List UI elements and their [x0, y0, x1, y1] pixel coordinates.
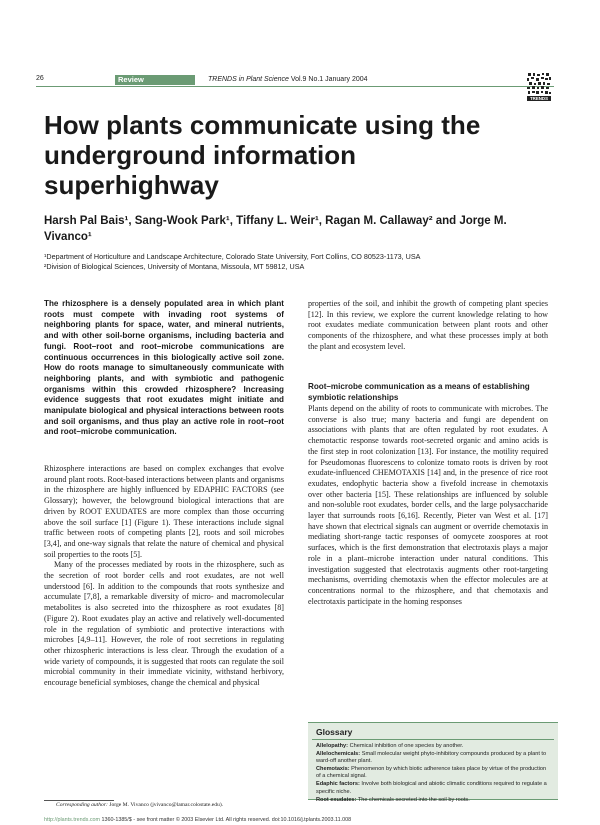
paragraph: Many of the processes mediated by roots in the rhizosphere, such as the secretion of root border cells and root exudates, are not well understood [6]. In addition to the compounds that roots synthesize and accumulate [7,8], a remarkable diversity of micro- and macromolecular metabolites is also secreted into the rhizosphere as root exudates [8] (Figure 2). Root exudates play an active and relatively well-documented role in the regulation of symbiotic and protective interactions with microbes [4,9–11]. However, the role of root secretions in regulating other rhizospheric interactions is less clear. Through the exudation of a wide variety of compounds, it is suggested that roots can regulate the soil microbial community in their immediate vicinity, withstand herbivory, encourage beneficial symbioses, change the chemical and physical	[44, 560, 284, 688]
paragraph: Rhizosphere interactions are based on complex exchanges that evolve around plant roots. Root-based interactions between plants and organisms in the rhizosphere are highly influenced by EDAPHIC FACTORS (see Glossary); however, the belowground biological interactions that are driven by ROOT EXUDATES are more complex than those occurring above the soil surface [1] (Figure 1). These interactions include signal traffic between roots of competing plants [2], roots and soil microbes [3,4], and one-way signals that relate the nature of chemical and physical soil properties to the roots [5].	[44, 464, 284, 559]
affiliations	[44, 252, 564, 272]
glossary-def: Phenomenon by which biotic adherence takes place by virtue of the production of a chemical signal.	[316, 766, 547, 780]
copyright-doi: 1360-1385/$ - see front matter © 2003 Elsevier Ltd. All rights reserved. doi:10.1016/j.tplants.2003.11.008	[101, 817, 352, 823]
section-heading: Root–microbe communication as a means of establishing symbiotic relationships	[308, 382, 530, 402]
glossary-rule	[312, 739, 554, 740]
header-rule	[36, 86, 554, 87]
journal-info	[208, 75, 368, 85]
logo-text: TRENDS	[529, 96, 549, 102]
section-tag: Review	[118, 75, 144, 84]
author-list: Harsh Pal Bais¹, Sang-Wook Park¹, Tiffany L. Weir¹, Ragan M. Callaway² and Jorge M. Vivanco¹	[44, 215, 507, 243]
glossary-item	[316, 743, 552, 750]
glossary-item	[316, 797, 552, 804]
body-right-top: properties of the soil, and inhibit the growth of competing plant species [12]. In this review, we explore the current knowledge relating to how root exudates mediate communication between plant roots and other components of the rhizosphere, and what these processes imply at both the plant and ecosystem level.	[308, 299, 548, 351]
abstract: The rhizosphere is a densely populated area in which plant roots must compete with invading root systems of neighboring plants for space, water, and mineral nutrients, and with other soil-borne organisms, including bacteria and fungi. Root–root and root–microbe communications are continuous occurrences in this biologically active soil zone. How do roots manage to simultaneously communicate with neighboring plants, and with symbiotic and pathogenic organisms within this crowded rhizosphere? Increasing evidence suggests that root exudates might initiate and manipulate biological and physical interactions between roots and soil organisms, and thus play an active role in root–root and root–microbe communication.	[44, 299, 284, 437]
footnote-rule	[44, 800, 114, 801]
correspondence-label: Corresponding author:	[56, 802, 108, 808]
glossary-item	[316, 781, 552, 795]
article-title: How plants communicate using the underground information superhighway	[44, 110, 481, 200]
glossary-def: Chemical inhibition of one species by another.	[349, 743, 464, 749]
affiliation-2: ²Division of Biological Sciences, University of Montana, Missoula, MT 59812, USA	[44, 262, 305, 271]
page-number: 26	[36, 75, 44, 82]
journal-url-link[interactable]: http://plants.trends.com	[44, 817, 101, 823]
glossary-def: Small molecular weight phyto-inhibitory compounds produced by a plant to ward-off another plant.	[316, 751, 547, 765]
correspondence-text: Jorge M. Vivanco (jvivanco@lamar.colostate.edu).	[109, 802, 224, 808]
glossary-term: Root exudates:	[316, 796, 357, 803]
body-left-column	[44, 464, 284, 689]
glossary-term: Edaphic factors:	[316, 781, 360, 788]
glossary-title: Glossary	[316, 727, 353, 737]
glossary-item	[316, 751, 552, 765]
volume-info: Vol.9 No.1 January 2004	[290, 76, 368, 83]
journal-logo	[526, 72, 552, 107]
glossary-def: The chemicals secreted into the soil by roots.	[357, 796, 470, 803]
glossary-item	[316, 766, 552, 780]
journal-name: TRENDS in Plant Science	[208, 76, 289, 83]
affiliation-1: ¹Department of Horticulture and Landscape Architecture, Colorado State University, Fort Collins, CO 80523-1173, USA	[44, 252, 421, 261]
glossary-def: Involve both biological and abiotic climatic conditions required to regulate a specific niche.	[316, 781, 547, 795]
glossary-box	[308, 722, 558, 803]
page-footer	[44, 817, 351, 823]
glossary-term: Allelopathy:	[316, 743, 349, 749]
glossary-term: Chemotaxis:	[316, 766, 350, 773]
glossary-term: Allelochemicals:	[316, 751, 361, 758]
body-right-section: Plants depend on the ability of roots to communicate with microbes. The converse is also true; many bacteria and fungi are dependent on associations with plants that are often regulated by root exudates. A chemotactic response towards root-secreted organic and amino acids is the first step in root colonization [13]. For instance, the motility required for Pseudomonas fluorescens to colonize tomato roots is driven by root exudate-influenced CHEMOTAXIS [14] and, in the presence of rice root exudates, endophytic bacteria show a fivefold increase in chemotaxis over other bacteria [15]. These relationships are influenced by soluble and non-soluble root exudates, border cells, and the large polysaccharide layer that surrounds roots [6,16]. Recently, Pieter van West et al. [17] have shown that electrical signals can augment or override chemotaxis in mediating short-range tactic responses of oomycete zoospores at root surfaces, which is the first demonstration that electrotaxis plays a major role in a plant–microbe interaction under natural conditions. This investigation suggested that electrotaxis augments other root-targeting mechanisms, overriding chemotaxis when the effector molecules are at concentrations normal to the rhizosphere, and that chemotaxis and electrotaxis participate in the homing responses	[308, 404, 548, 606]
glossary-list	[316, 743, 552, 805]
correspondence	[56, 802, 223, 808]
